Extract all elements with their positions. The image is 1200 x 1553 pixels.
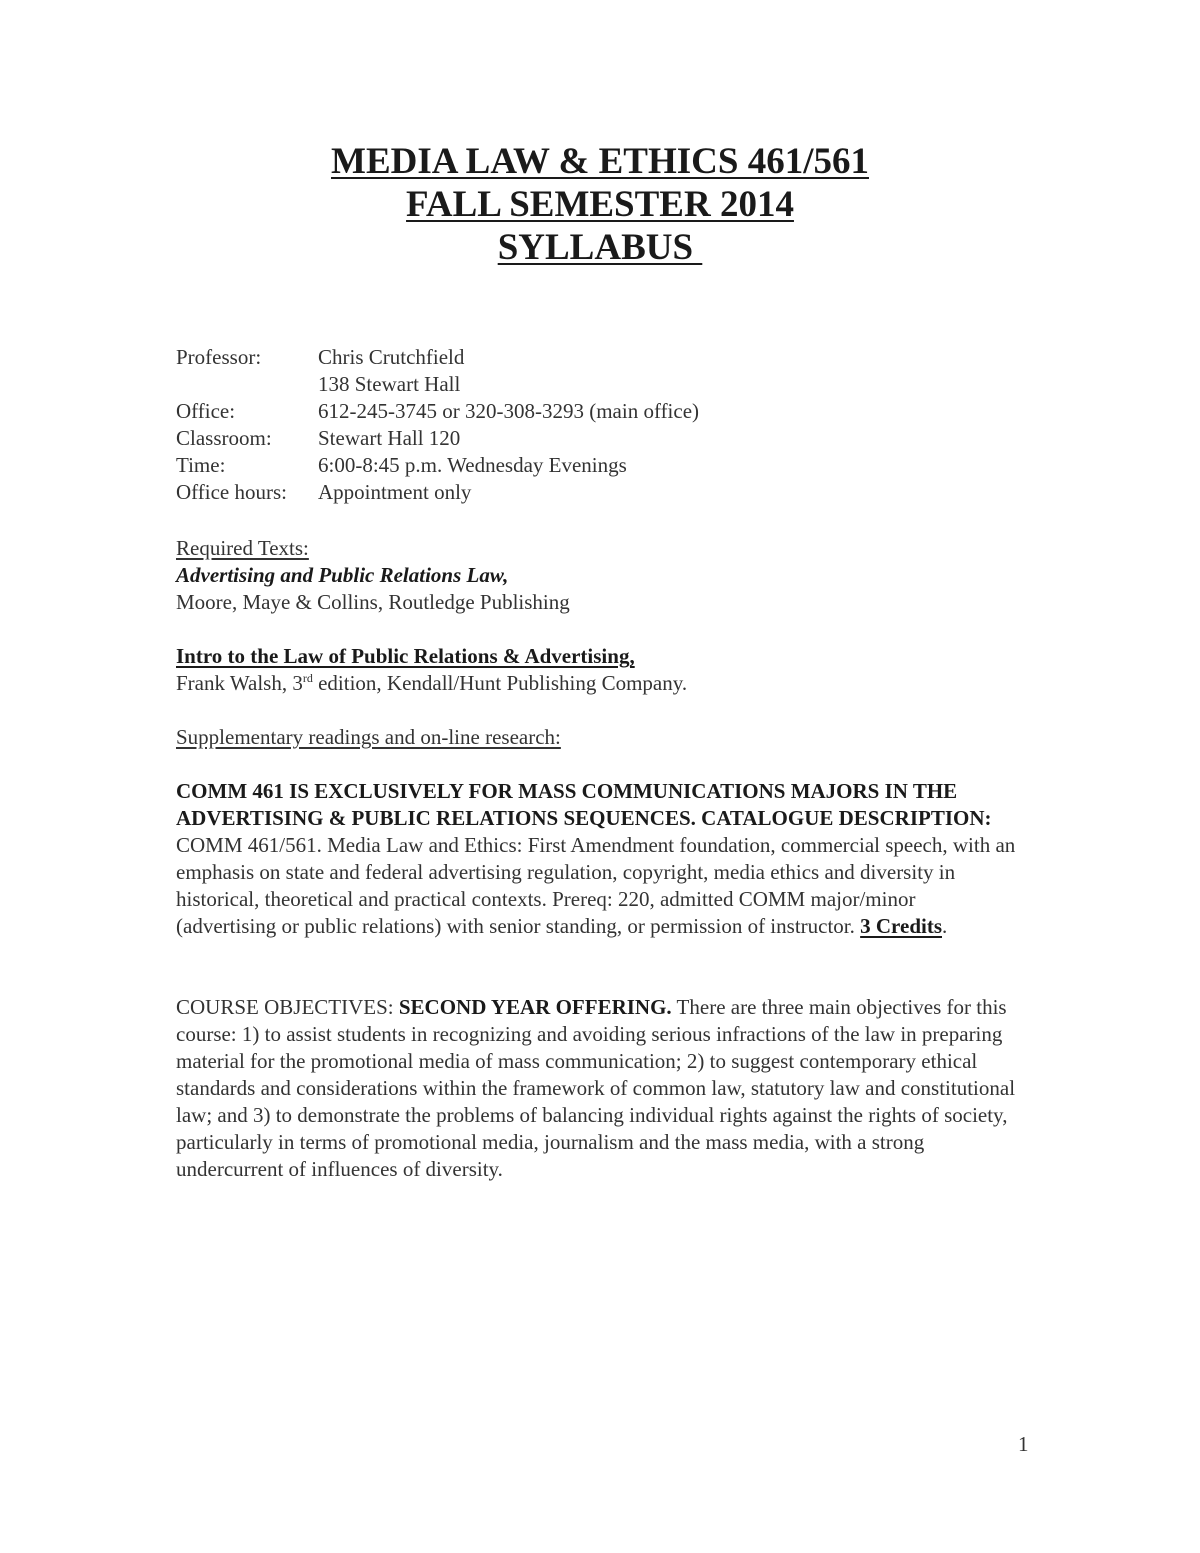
course-info bbox=[176, 344, 699, 506]
book2-author-pre: Frank Walsh, 3 bbox=[176, 671, 303, 695]
info-label: Time: bbox=[176, 453, 226, 477]
catalogue-body: COMM 461/561. Media Law and Ethics: First Amendment foundation, commercial speech, with an emphasis on state and federal advertising regulation, copyright, media ethics and diversity in historical, theoretical and practical contexts. Prereq: 220, admitted COMM major/minor (advertising or public relations) with senior standing, or permission of instructor. bbox=[176, 833, 1016, 938]
objectives-label: COURSE OBJECTIVES: bbox=[176, 995, 399, 1019]
document-title bbox=[0, 140, 1200, 269]
info-row-professor bbox=[176, 344, 699, 371]
objectives-body: There are three main objectives for this course: 1) to assist students in recognizing and avoiding serious infractions of the law in preparing material for the promotional media of mass communication; 2) to suggest contemporary ethical standards and considerations within the framework of common law, statutory law and constitutional law; and 3) to demonstrate the problems of balancing individual rights against the rights of society, particularly in terms of promotional media, journalism and the mass media, with a strong undercurrent of influences of diversity. bbox=[176, 995, 1016, 1181]
info-row-classroom bbox=[176, 425, 699, 452]
supplementary-readings: Supplementary readings and on-line research: bbox=[176, 725, 561, 749]
info-value: 138 Stewart Hall bbox=[318, 372, 461, 396]
catalogue-bold-intro: COMM 461 IS EXCLUSIVELY FOR MASS COMMUNICATIONS MAJORS IN THE ADVERTISING & PUBLIC RELATIONS SEQUENCES. CATALOGUE DESCRIPTION: bbox=[176, 779, 992, 830]
required-texts bbox=[176, 535, 1026, 751]
info-label bbox=[176, 371, 318, 398]
book2-title: Intro to the Law of Public Relations & Advertising, bbox=[176, 644, 635, 668]
info-value: Chris Crutchfield bbox=[318, 345, 465, 369]
info-value: 612-245-3745 or 320-308-3293 (main office) bbox=[318, 399, 700, 423]
info-row-time bbox=[176, 452, 699, 479]
catalogue-credits: 3 Credits bbox=[860, 914, 942, 938]
book1-authors: Moore, Maye & Collins, Routledge Publishing bbox=[176, 590, 570, 614]
info-row-address bbox=[176, 371, 699, 398]
title-semester: FALL SEMESTER 2014 bbox=[406, 184, 794, 225]
course-objectives bbox=[176, 994, 1018, 1183]
objectives-bold: SECOND YEAR OFFERING. bbox=[398, 995, 672, 1019]
info-value: 6:00-8:45 p.m. Wednesday Evenings bbox=[318, 453, 627, 477]
title-syllabus: SYLLABUS bbox=[497, 227, 703, 268]
catalogue-description bbox=[176, 778, 1018, 940]
book2-author-post: edition, Kendall/Hunt Publishing Company. bbox=[312, 671, 688, 695]
book2-author-sup: rd bbox=[302, 671, 313, 685]
book1-title: Advertising and Public Relations Law, bbox=[176, 563, 509, 587]
book2-author bbox=[176, 670, 1026, 697]
info-value: Appointment only bbox=[318, 480, 472, 504]
info-row-office bbox=[176, 398, 699, 425]
info-label: Office hours: bbox=[176, 480, 287, 504]
title-course: MEDIA LAW & ETHICS 461/561 bbox=[331, 141, 869, 182]
info-label: Professor: bbox=[176, 345, 262, 369]
info-row-office-hours bbox=[176, 479, 699, 506]
info-label: Classroom: bbox=[176, 426, 272, 450]
page-number: 1 bbox=[1018, 1432, 1029, 1456]
catalogue-end: . bbox=[942, 914, 948, 938]
info-label: Office: bbox=[176, 399, 236, 423]
required-texts-heading: Required Texts: bbox=[176, 536, 309, 560]
info-value: Stewart Hall 120 bbox=[318, 426, 461, 450]
